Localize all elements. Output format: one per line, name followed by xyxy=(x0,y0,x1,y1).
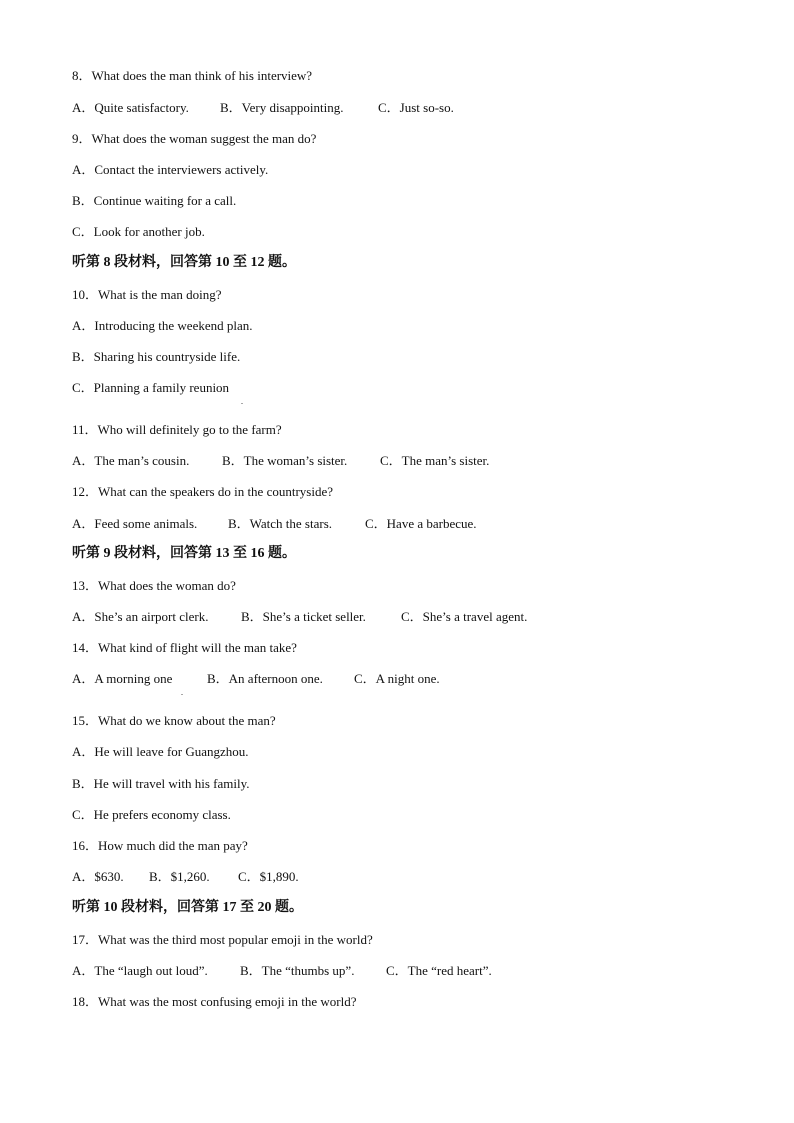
question-13: 13．What does the woman do? xyxy=(72,578,236,593)
option-16a: A．$630. xyxy=(72,869,124,884)
option-9a: A．Contact the interviewers actively. xyxy=(72,162,269,177)
option-8b: B．Very disappointing. xyxy=(220,100,344,115)
option-11b: B．The woman’s sister. xyxy=(222,453,348,468)
option-14c: C．A night one. xyxy=(354,671,440,686)
options-16 xyxy=(72,869,299,885)
option-13b: B．She’s a ticket seller. xyxy=(241,609,366,624)
option-17a: A．The “laugh out loud”. xyxy=(72,963,208,978)
options-14 xyxy=(72,671,440,687)
option-12b: B．Watch the stars. xyxy=(228,516,333,531)
stray-dot: . xyxy=(181,688,183,697)
question-11: 11．Who will definitely go to the farm? xyxy=(72,422,282,437)
section-10-heading: 听第 10 段材料，回答第 17 至 20 题。 xyxy=(72,900,303,915)
question-10: 10．What is the man doing? xyxy=(72,287,222,302)
question-8: 8．What does the man think of his interview? xyxy=(72,68,313,83)
option-8a: A．Quite satisfactory. xyxy=(72,100,189,115)
option-17b: B．The “thumbs up”. xyxy=(240,963,355,978)
options-12 xyxy=(72,516,477,532)
option-17c: C．The “red heart”. xyxy=(386,963,492,978)
options-17 xyxy=(72,963,492,979)
options-8 xyxy=(72,100,454,116)
option-14b: B．An afternoon one. xyxy=(207,671,323,686)
question-15: 15．What do we know about the man? xyxy=(72,713,276,728)
option-10b: B．Sharing his countryside life. xyxy=(72,349,241,364)
question-14: 14．What kind of flight will the man take? xyxy=(72,640,297,655)
question-12: 12．What can the speakers do in the countryside? xyxy=(72,484,333,499)
option-9b: B．Continue waiting for a call. xyxy=(72,193,237,208)
option-12c: C．Have a barbecue. xyxy=(365,516,477,531)
option-14a: A．A morning one xyxy=(72,671,173,686)
option-11a: A．The man’s cousin. xyxy=(72,453,190,468)
section-9-heading: 听第 9 段材料，回答第 13 至 16 题。 xyxy=(72,546,296,561)
options-13 xyxy=(72,609,527,625)
option-10a: A．Introducing the weekend plan. xyxy=(72,318,253,333)
options-11 xyxy=(72,453,489,469)
option-15c: C．He prefers economy class. xyxy=(72,807,231,822)
option-15b: B．He will travel with his family. xyxy=(72,776,250,791)
section-8-heading: 听第 8 段材料，回答第 10 至 12 题。 xyxy=(72,255,296,270)
option-15a: A．He will leave for Guangzhou. xyxy=(72,744,249,759)
option-16c: C．$1,890. xyxy=(238,869,299,884)
option-12a: A．Feed some animals. xyxy=(72,516,198,531)
question-9: 9．What does the woman suggest the man do? xyxy=(72,131,317,146)
option-16b: B．$1,260. xyxy=(149,869,210,884)
option-8c: C．Just so-so. xyxy=(378,100,454,115)
question-18: 18．What was the most confusing emoji in the world? xyxy=(72,994,357,1009)
option-9c: C．Look for another job. xyxy=(72,224,205,239)
option-11c: C．The man’s sister. xyxy=(380,453,490,468)
option-10c: C．Planning a family reunion xyxy=(72,380,230,395)
question-16: 16．How much did the man pay? xyxy=(72,838,248,853)
option-13c: C．She’s a travel agent. xyxy=(401,609,528,624)
question-17: 17．What was the third most popular emoji in the world? xyxy=(72,932,373,947)
stray-dot: . xyxy=(241,397,243,406)
option-13a: A．She’s an airport clerk. xyxy=(72,609,209,624)
